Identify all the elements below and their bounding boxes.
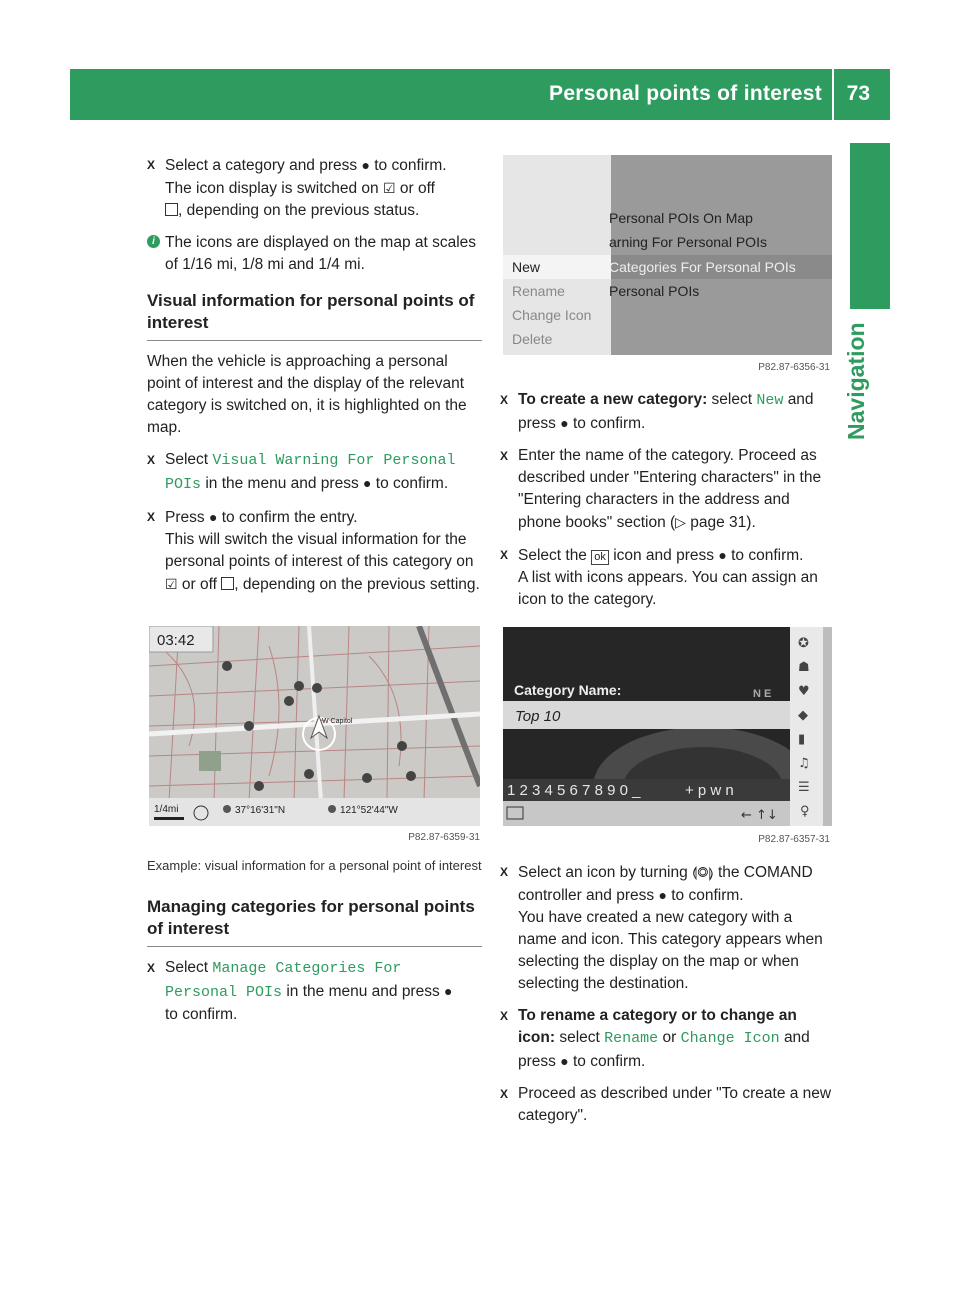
right-column-bottom <box>500 861 835 1137</box>
step-rename-category: X To rename a category or to change an icon: select Rename or Change Icon and press ● to confirm. <box>500 1007 810 1070</box>
step-arrow-icon: X <box>147 158 156 172</box>
menu-item-personal-pois: Personal POIs <box>609 283 700 299</box>
step-arrow-icon: X <box>500 1009 509 1023</box>
checkbox-checked-icon: ☑ <box>165 576 178 592</box>
map-longitude: 121°52'44"W <box>340 805 398 816</box>
side-tab <box>850 143 890 309</box>
checkbox-empty-icon <box>221 577 234 590</box>
press-icon: ● <box>560 415 569 431</box>
checkbox-checked-icon: ☑ <box>382 180 396 196</box>
step-select-ok: X Select the ok icon and press ● to confirm. A list with icons appears. You can assign an icon to the category. <box>500 544 835 611</box>
step-select-visual-warning: X Select Visual Warning For Personal POIs in the menu and press ● to confirm. <box>147 451 456 493</box>
menu-item-new: New <box>512 259 541 275</box>
heading-visual-information: Visual information for personal points of interest <box>147 290 482 341</box>
side-tab-label: Navigation <box>843 322 869 440</box>
step-select-manage: X Select Manage Categories For Personal POIs in the menu and press ● to confirm. <box>147 959 453 1023</box>
menu-figure-code: P82.87-6356-31 <box>758 362 830 373</box>
map-graphic <box>149 626 480 826</box>
header-separator <box>832 69 834 120</box>
page-header <box>70 69 890 120</box>
category-figure <box>503 627 832 826</box>
info-note: i The icons are displayed on the map at scales of 1/16 mi, 1/8 mi and 1/4 mi. <box>147 232 482 276</box>
icon-tower-icon: ▮ <box>798 732 806 747</box>
menu-item-manage-categories: Manage Categories For Personal POIs <box>165 960 402 1001</box>
step-arrow-icon: X <box>500 865 509 879</box>
map-figure <box>149 626 480 826</box>
backspace-icon: ← ↑↓ <box>741 808 778 823</box>
checkbox-empty-icon <box>165 203 178 216</box>
step-arrow-icon: X <box>500 548 509 562</box>
menu-item-visual-warning: Visual Warning For Personal POIs <box>165 452 456 493</box>
menu-item-change-icon-ref: Change Icon <box>680 1030 780 1047</box>
step-arrow-icon: X <box>147 961 156 975</box>
icon-pin-icon: ♀ <box>800 804 810 819</box>
press-icon: ● <box>208 509 218 525</box>
category-name-input: Top 10 <box>515 708 561 725</box>
header-title: Personal points of interest <box>549 82 822 105</box>
compass-label: N E <box>753 688 772 700</box>
icon-chart-icon: ♫ <box>798 756 810 771</box>
map-scale: 1/4mi <box>154 804 179 815</box>
map-caption: Example: visual information for a personal point of interest <box>147 858 482 873</box>
right-column <box>500 389 835 621</box>
map-road-label: W Capitol <box>322 718 353 725</box>
keyboard-digits: 1 2 3 4 5 6 7 8 9 0 _ <box>507 782 641 799</box>
icon-cube-icon: ◆ <box>798 708 808 723</box>
step-press-confirm: X Press ● to confirm the entry. This will switch the visual information for the personal points of interest of this category on ☑ or off , depending on the previous setting. <box>147 506 482 596</box>
menu-item-rename: Rename <box>512 283 565 299</box>
turn-controller-icon: ⟬◎⟭ <box>692 864 714 880</box>
icon-heart-icon: ♥ <box>798 684 810 699</box>
icon-person-icon: ☗ <box>798 660 810 675</box>
page-number: 73 <box>846 82 870 105</box>
left-column <box>147 154 482 606</box>
step-select-icon: X Select an icon by turning ⟬◎⟭ the COMAND controller and press ● to confirm. You have created a new category with a name and icon. This category appears when selecting the display on the map or when selecting the destination. <box>500 861 835 995</box>
icon-grid-icon: ☰ <box>798 780 810 795</box>
page-ref-icon: ▷ <box>675 514 686 530</box>
category-figure-code: P82.87-6357-31 <box>758 834 830 845</box>
press-icon: ● <box>444 983 453 999</box>
ok-icon: ok <box>591 550 609 565</box>
map-time: 03:42 <box>157 632 195 649</box>
category-graphic <box>503 627 832 826</box>
info-icon: i <box>147 235 160 248</box>
press-icon: ● <box>718 547 727 563</box>
menu-item-warning-pois: arning For Personal POIs <box>609 234 767 250</box>
map-latitude: 37°16'31"N <box>235 805 286 816</box>
category-name-label: Category Name: <box>514 682 622 698</box>
heading-managing-categories: Managing categories for personal points of interest <box>147 896 482 947</box>
step-enter-name: X Enter the name of the category. Proceed as described under "Entering characters" in the "Entering characters in the address and phone books" section (▷ page 31). <box>500 447 822 531</box>
press-icon: ● <box>363 475 372 491</box>
menu-item-change-icon: Change Icon <box>512 307 592 323</box>
left-column-bottom <box>147 858 482 1036</box>
press-icon: ● <box>560 1053 569 1069</box>
step-arrow-icon: X <box>147 510 156 524</box>
menu-item-categories: Categories For Personal POIs <box>609 259 796 275</box>
step-arrow-icon: X <box>500 393 509 407</box>
press-icon: ● <box>658 887 667 903</box>
menu-item-delete: Delete <box>512 331 553 347</box>
menu-item-rename-ref: Rename <box>604 1030 659 1047</box>
step-create-category: X To create a new category: select New and press ● to confirm. <box>500 391 814 432</box>
step-arrow-icon: X <box>147 453 156 467</box>
step-arrow-icon: X <box>500 1087 509 1101</box>
step-arrow-icon: X <box>500 449 509 463</box>
keyboard-letters: + p w n <box>685 782 734 799</box>
visual-intro: When the vehicle is approaching a personal point of interest and the display of the relevant category is switched on, it is highlighted on the map. <box>147 353 467 436</box>
map-figure-code: P82.87-6359-31 <box>408 832 480 843</box>
menu-item-new-ref: New <box>756 392 784 409</box>
menu-figure <box>503 155 832 355</box>
menu-item-pois-on-map: Personal POIs On Map <box>609 210 753 226</box>
step-proceed: X Proceed as described under "To create a new category". <box>500 1085 832 1124</box>
icon-star-icon: ✪ <box>798 636 809 651</box>
step-select-category: X Select a category and press ● to confirm. The icon display is switched on ☑ or off , depending on the previous status. <box>147 154 482 222</box>
press-icon: ● <box>361 157 370 173</box>
